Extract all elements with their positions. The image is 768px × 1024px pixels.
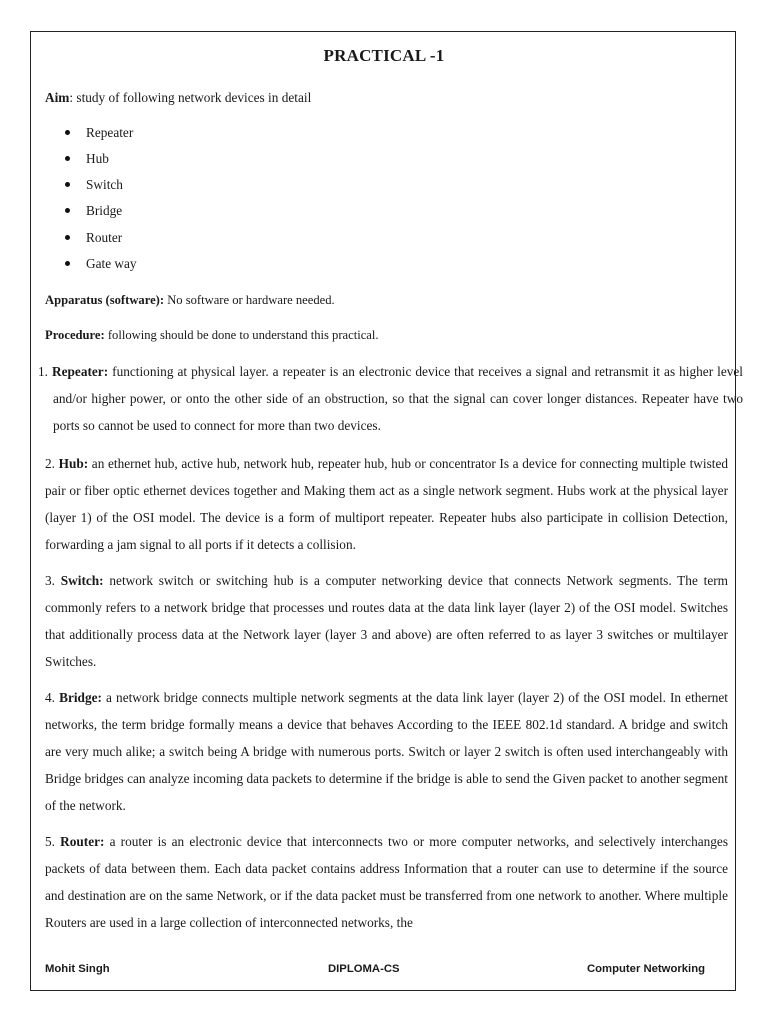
aim-line (45, 88, 311, 107)
footer-course: DIPLOMA-CS (328, 963, 400, 975)
apparatus-label: Apparatus (software): (45, 293, 165, 307)
paragraph-switch (45, 567, 728, 675)
item-number: 2. (45, 456, 59, 471)
item-term: Hub: (58, 456, 89, 471)
footer-subject: Computer Networking (587, 963, 705, 975)
device-label: Bridge (86, 203, 123, 218)
item-number: 4. (45, 690, 60, 705)
procedure-text: following should be done to understand this practical. (104, 328, 379, 342)
paragraph-hub (45, 450, 728, 558)
item-text: functioning at physical layer. a repeater is an electronic device that receives a signal and retransmit it as higher level and/or higher power, or onto the other side of an obstruction, so that the signal can cover longer distances. Repeater have two ports so cannot be used to connect for more than two devices. (53, 364, 744, 433)
item-number: 1. (38, 364, 53, 379)
apparatus-text: No software or hardware needed. (164, 293, 335, 307)
device-label: Gate way (86, 256, 137, 271)
item-term: Repeater: (52, 364, 109, 379)
bullet-icon (65, 208, 70, 213)
item-text: a network bridge connects multiple network segments at the data link layer (layer 2) of the OSI model. In ethernet networks, the term bridge formally means a device that behaves According to the IEEE 802.1d standard. A bridge and switch are very much alike; a switch being A bridge with numerous ports. Switch or layer 2 switch is often used interchangeably with Bridge bridges can analyze incoming data packets to determine if the bridge is able to send the Given packet to another segment of the network. (45, 690, 729, 813)
item-text: a router is an electronic device that interconnects two or more computer networks, and selectively interchanges packets of data between them. Each data packet contains address Information that a router can use to determine if the source and destination are on the same Network, or if the data packet must be transferred from one network to another. Where multiple Routers are used in a large collection of interconnected networks, the (45, 834, 728, 930)
item-number: 5. (45, 834, 61, 849)
footer-author: Mohit Singh (45, 963, 110, 975)
bullet-icon (65, 182, 70, 187)
apparatus-line (45, 291, 335, 310)
list-item (65, 230, 122, 246)
bullet-icon (65, 261, 70, 266)
item-term: Switch: (60, 573, 104, 588)
bullet-icon (65, 130, 70, 135)
list-item (65, 177, 123, 193)
procedure-line (45, 326, 379, 345)
bullet-icon (65, 235, 70, 240)
device-label: Switch (86, 177, 123, 192)
list-item (65, 203, 122, 219)
procedure-label: Procedure: (45, 328, 105, 342)
aim-label: Aim (45, 90, 70, 105)
aim-text: : study of following network devices in detail (69, 90, 312, 105)
device-label: Repeater (86, 125, 134, 140)
item-text: network switch or switching hub is a computer networking device that connects Network segments. The term commonly refers to a network bridge that processes und routes data at the data link layer (layer 2) of the OSI model. Switches that additionally process data at the Network layer (layer 3 and above) are often referred to as layer 3 switches or multilayer Switches. (45, 573, 729, 669)
bullet-icon (65, 156, 70, 161)
device-label: Hub (86, 151, 109, 166)
list-item (65, 125, 133, 141)
item-term: Bridge: (59, 690, 102, 705)
item-text: an ethernet hub, active hub, network hub, repeater hub, hub or concentrator Is a device for connecting multiple twisted pair or fiber optic ethernet devices together and Making them act as a single network segment. Hubs work at the physical layer (layer 1) of the OSI model. The device is a form of multiport repeater. Repeater hubs also participate in collision Detection, forwarding a jam signal to all ports if it detects a collision. (45, 456, 729, 552)
list-item (65, 256, 137, 272)
list-item (65, 151, 109, 167)
item-term: Router: (60, 834, 105, 849)
paragraph-bridge (45, 684, 728, 819)
page-title: PRACTICAL -1 (323, 46, 445, 65)
item-number: 3. (45, 573, 61, 588)
paragraph-router (45, 828, 728, 936)
paragraph-repeater (38, 358, 743, 439)
device-label: Router (86, 230, 123, 245)
